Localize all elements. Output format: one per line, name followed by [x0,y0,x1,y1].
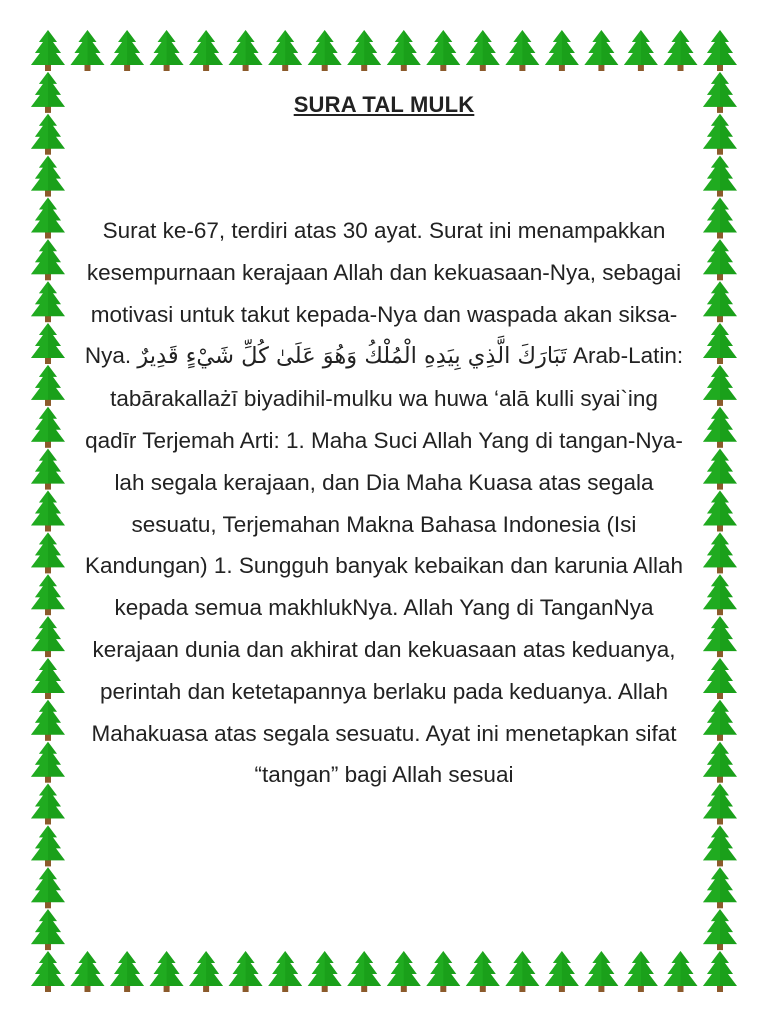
christmas-tree-icon [31,616,65,657]
christmas-tree-icon [703,784,737,825]
christmas-tree-icon [189,951,223,992]
christmas-tree-icon [229,951,263,992]
christmas-tree-icon [703,951,737,992]
body-paragraph [84,210,684,796]
christmas-tree-icon [31,909,65,950]
christmas-tree-icon [31,742,65,783]
christmas-tree-icon [545,951,579,992]
christmas-tree-icon [229,30,263,71]
christmas-tree-icon [703,281,737,322]
christmas-tree-icon [426,951,460,992]
christmas-tree-icon [31,784,65,825]
christmas-tree-icon [703,616,737,657]
christmas-tree-icon [584,951,618,992]
christmas-tree-icon [31,239,65,280]
christmas-tree-icon [703,658,737,699]
christmas-tree-icon [347,951,381,992]
christmas-tree-icon [31,30,65,71]
christmas-tree-icon [31,574,65,615]
christmas-tree-icon [703,323,737,364]
christmas-tree-icon [703,156,737,197]
christmas-tree-icon [703,30,737,71]
christmas-tree-icon [703,491,737,532]
christmas-tree-icon [545,30,579,71]
christmas-tree-icon [703,198,737,239]
christmas-tree-icon [664,951,698,992]
christmas-tree-icon [703,867,737,908]
body-text-part2: Arab-Latin: tabārakallażī biyadihil-mulku wa huwa ‘alā kulli syai`ing qadīr Terjemah Arti: 1. Maha Suci Allah Yang di tangan-Nya-lah segala kerajaan, dan Dia Maha Kuasa atas segala sesuatu, Terjemahan Makna Bahasa Indonesia (Isi Kandungan) 1. Sungguh banyak kebaikan dan karunia Allah kepada semua makhlukNya. Allah Yang di TanganNya kerajaan dunia dan akhirat dan kekuasaan atas keduanya, perintah dan ketetapannya berlaku pada keduanya. Allah Mahakuasa atas segala sesuatu. Ayat ini menetapkan sifat “tangan” bagi Allah sesuai [85,343,684,788]
christmas-tree-icon [703,114,737,155]
christmas-tree-icon [31,491,65,532]
christmas-tree-icon [703,407,737,448]
christmas-tree-icon [31,114,65,155]
christmas-tree-icon [31,532,65,573]
christmas-tree-icon [703,239,737,280]
christmas-tree-icon [308,30,342,71]
christmas-tree-icon [31,281,65,322]
christmas-tree-icon [308,951,342,992]
christmas-tree-icon [387,30,421,71]
christmas-tree-icon [664,30,698,71]
christmas-tree-icon [703,449,737,490]
arabic-verse: تَبَارَكَ الَّذِي بِيَدِهِ الْمُلْكُ وَهُوَ عَلَىٰ كُلِّ شَيْءٍ قَدِيرٌ [137,343,567,370]
christmas-tree-icon [466,30,500,71]
body-text-part1: Surat ke-67, terdiri atas 30 ayat. Surat ini menampakkan kesempurnaan kerajaan Allah dan kekuasaan-Nya, sebagai motivasi untuk takut kepada-Nya dan waspada akan siksa-Nya. [84,218,682,369]
christmas-tree-icon [347,30,381,71]
christmas-tree-icon [703,909,737,950]
christmas-tree-icon [31,658,65,699]
christmas-tree-icon [703,700,737,741]
christmas-tree-icon [268,951,302,992]
christmas-tree-icon [703,365,737,406]
christmas-tree-icon [110,951,144,992]
christmas-tree-icon [31,156,65,197]
christmas-tree-icon [31,365,65,406]
christmas-tree-icon [31,407,65,448]
christmas-tree-icon [703,574,737,615]
christmas-tree-icon [703,532,737,573]
christmas-tree-icon [703,825,737,866]
christmas-tree-icon [31,700,65,741]
christmas-tree-icon [505,30,539,71]
christmas-tree-icon [387,951,421,992]
christmas-tree-icon [31,198,65,239]
christmas-tree-icon [426,30,460,71]
christmas-tree-icon [110,30,144,71]
christmas-tree-icon [31,449,65,490]
christmas-tree-icon [624,30,658,71]
christmas-tree-icon [150,951,184,992]
christmas-tree-icon [268,30,302,71]
christmas-tree-icon [189,30,223,71]
document-content [84,92,684,796]
page-title: SURA TAL MULK [293,92,475,117]
christmas-tree-icon [71,30,105,71]
christmas-tree-icon [31,867,65,908]
christmas-tree-icon [31,72,65,113]
christmas-tree-icon [584,30,618,71]
christmas-tree-icon [703,72,737,113]
christmas-tree-icon [31,825,65,866]
christmas-tree-icon [505,951,539,992]
christmas-tree-icon [466,951,500,992]
christmas-tree-icon [31,951,65,992]
christmas-tree-icon [71,951,105,992]
christmas-tree-icon [624,951,658,992]
christmas-tree-icon [703,742,737,783]
christmas-tree-icon [150,30,184,71]
christmas-tree-icon [31,323,65,364]
